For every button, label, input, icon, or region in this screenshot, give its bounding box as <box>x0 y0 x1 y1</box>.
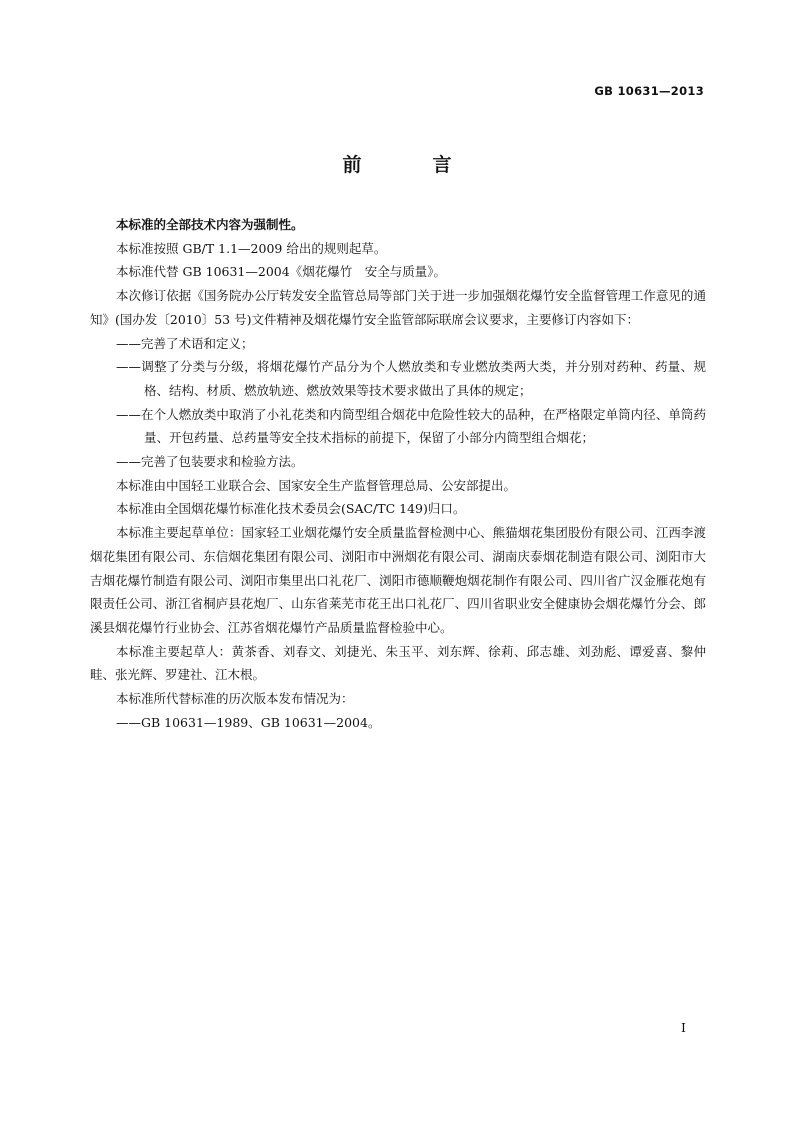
list-dash: —— <box>116 714 141 730</box>
history-item <box>90 711 706 735</box>
committee-paragraph: 本标准由全国烟花爆竹标准化技术委员会(SAC/TC 149)归口。 <box>116 501 466 517</box>
list-item-text: 完善了包装要求和检验方法。 <box>141 454 304 470</box>
list-dash: —— <box>116 454 141 470</box>
list-item-text: 调整了分类与分级，将烟花爆竹产品分为个人燃放类和专业燃放类两大类，并分别对药种、药量、规格、结构、材质、燃放轨迹、燃放效果等技术要求做出了具体的规定； <box>141 359 706 398</box>
list-dash: —— <box>116 335 141 351</box>
page-title: 前 言 <box>342 154 478 176</box>
history-text: GB 10631—1989、GB 10631—2004。 <box>141 714 381 730</box>
page-number: I <box>681 1020 686 1035</box>
replacement-paragraph: 本标准代替 GB 10631—2004《烟花爆竹 安全与质量》。 <box>116 264 446 280</box>
list-item <box>90 403 706 450</box>
list-item <box>90 332 706 356</box>
revision-list <box>90 332 706 474</box>
proposer-paragraph: 本标准由中国轻工业联合会、国家安全生产监督管理总局、公安部提出。 <box>116 477 517 493</box>
list-item <box>90 450 706 474</box>
list-item-text: 完善了术语和定义； <box>141 335 254 351</box>
drafting-rules-paragraph: 本标准按照 GB/T 1.1—2009 给出的规则起草。 <box>116 240 387 256</box>
drafters-paragraph: 本标准主要起草人：黄茶香、刘春文、刘捷光、朱玉平、刘东辉、徐莉、邱志雄、刘劲彪、谭爱喜、黎仲畦、张光辉、罗建社、江木根。 <box>90 643 706 683</box>
drafting-units-paragraph: 本标准主要起草单位：国家轻工业烟花爆竹安全质量监督检测中心、熊猫烟花集团股份有限公司、江西李渡烟花集团有限公司、东信烟花集团有限公司、浏阳市中洲烟花有限公司、湖南庆泰烟花制造有限公司、浏阳市大吉烟花爆竹制造有限公司、浏阳市集里出口礼花厂、浏阳市德顺鞭炮烟花制作有限公司、四川省广汉金雁花炮有限责任公司、浙江省桐庐县花炮厂、山东省莱芜市花王出口礼花厂、四川省职业安全健康协会烟花爆竹分会、郎溪县烟花爆竹行业协会、江苏省烟花爆竹产品质量监督检验中心。 <box>90 525 706 635</box>
list-item <box>90 355 706 402</box>
list-dash: —— <box>116 406 141 422</box>
revision-basis-paragraph: 本次修订依据《国务院办公厅转发安全监管总局等部门关于进一步加强烟花爆竹安全监督管理工作意见的通知》(国办发〔2010〕53 号)文件精神及烟花爆竹安全监管部际联席会议要求，主要修订内容如下： <box>90 288 706 327</box>
list-dash: —— <box>116 359 141 375</box>
mandatory-statement: 本标准的全部技术内容为强制性。 <box>116 217 304 232</box>
document-body <box>90 213 706 734</box>
standard-code-header: GB 10631—2013 <box>594 84 704 98</box>
history-intro-paragraph: 本标准所代替标准的历次版本发布情况为： <box>116 691 354 707</box>
list-item-text: 在个人燃放类中取消了小礼花类和内筒型组合烟花中危险性较大的品种，在严格限定单筒内径、单筒药量、开包药量、总药量等安全技术指标的前提下，保留了小部分内筒型组合烟花； <box>141 406 706 446</box>
